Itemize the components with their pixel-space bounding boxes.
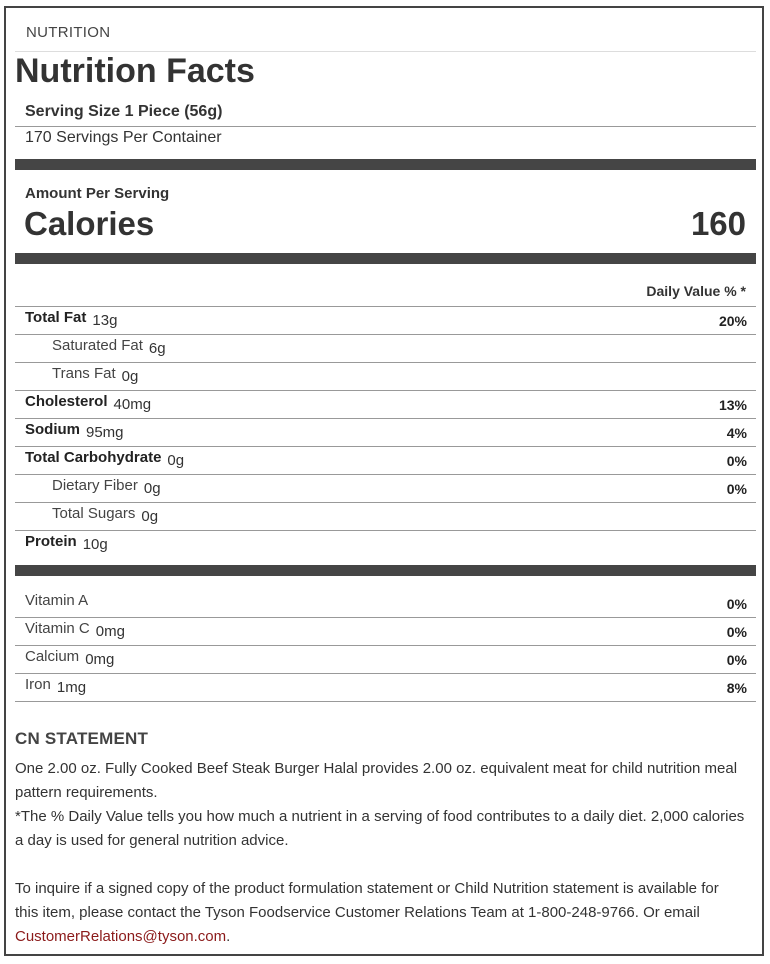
nutrient-row-sodium [15,419,756,447]
nutrient-amount: 6g [148,340,166,357]
vitamin-row-iron [15,674,756,702]
vitamin-name: Iron 1mg [25,676,87,696]
vitamin-dv: 0% [726,596,747,612]
thick-divider [15,159,756,170]
vitamin-amount: 0mg [95,623,125,640]
vitamin-dv: 0% [726,624,747,640]
nutrient-name: Total Fat 13g [25,309,118,329]
nutrient-row-total-fat [15,307,756,335]
nutrient-name: Sodium 95mg [25,421,124,441]
vitamin-row-vitamin-a [15,590,756,618]
nutrient-dv: 4% [726,425,747,441]
nutrient-name: Trans Fat 0g [52,365,139,385]
vitamin-amount: 0mg [85,651,115,668]
vitamin-dv: 0% [726,652,747,668]
daily-value-header: Daily Value % * [646,283,746,299]
vitamin-name: Vitamin A [25,592,89,609]
thick-divider [15,565,756,576]
vitamin-row-calcium [15,646,756,674]
cn-statement-title: CN STATEMENT [15,729,149,748]
calories-label: Calories [24,205,155,242]
nutrient-name: Cholesterol 40mg [25,393,152,413]
nutrient-amount: 0g [121,368,139,385]
nutrient-dv: 0% [726,453,747,469]
nutrient-row-trans-fat [15,363,756,391]
nutrient-amount: 0g [141,508,159,525]
page-title: Nutrition Facts [15,52,255,90]
amount-per-serving-label: Amount Per Serving [25,185,170,202]
nutrient-dv: 13% [718,397,747,413]
nutrient-name: Total Sugars 0g [52,505,159,525]
thick-divider [15,253,756,264]
nutrient-name: Total Carbohydrate 0g [25,449,185,469]
nutrient-amount: 40mg [113,396,152,413]
nutrient-amount: 10g [82,536,108,553]
nutrient-row-total-carbohydrate [15,447,756,475]
nutrient-dv: 0% [726,481,747,497]
vitamin-name: Calcium 0mg [25,648,115,668]
section-label: NUTRITION [26,24,111,41]
vitamin-amount: 1mg [56,679,87,696]
nutrient-amount: 13g [92,312,118,329]
nutrient-amount: 0g [143,480,161,497]
nutrient-amount: 95mg [86,424,124,441]
serving-size: Serving Size 1 Piece (56g) [25,103,223,120]
nutrient-row-saturated-fat [15,335,756,363]
servings-per-container: 170 Servings Per Container [25,129,222,146]
divider [15,126,756,127]
nutrient-name: Saturated Fat 6g [52,337,166,357]
nutrient-dv: 20% [718,313,747,329]
calories-value: 160 [690,205,746,242]
vitamin-name: Vitamin C 0mg [25,620,125,640]
nutrient-row-dietary-fiber [15,475,756,503]
cn-statement-text: One 2.00 oz. Fully Cooked Beef Steak Burger Halal provides 2.00 oz. equivalent meat for child nutrition meal pattern requirements. [15,760,738,801]
nutrient-row-protein [15,531,756,559]
nutrient-name: Dietary Fiber 0g [52,477,161,497]
inquire-text: To inquire if a signed copy of the product formulation statement or Child Nutrition statement is available for this item, please contact the Tyson Foodservice Customer Relations Team at 1-800-248-9766. Or email CustomerRelations@tyson.com. [15,880,719,945]
nutrient-row-cholesterol [15,391,756,419]
vitamin-dv: 8% [726,680,747,696]
nutrient-amount: 0g [167,452,185,469]
daily-value-note: *The % Daily Value tells you how much a nutrient in a serving of food contributes to a daily diet. 2,000 calories a day is used for general nutrition advice. [15,808,745,849]
nutrient-name: Protein 10g [25,533,108,553]
nutrient-row-total-sugars [15,503,756,531]
customer-relations-email-link[interactable]: CustomerRelations@tyson.com [15,928,227,945]
vitamin-row-vitamin-c [15,618,756,646]
